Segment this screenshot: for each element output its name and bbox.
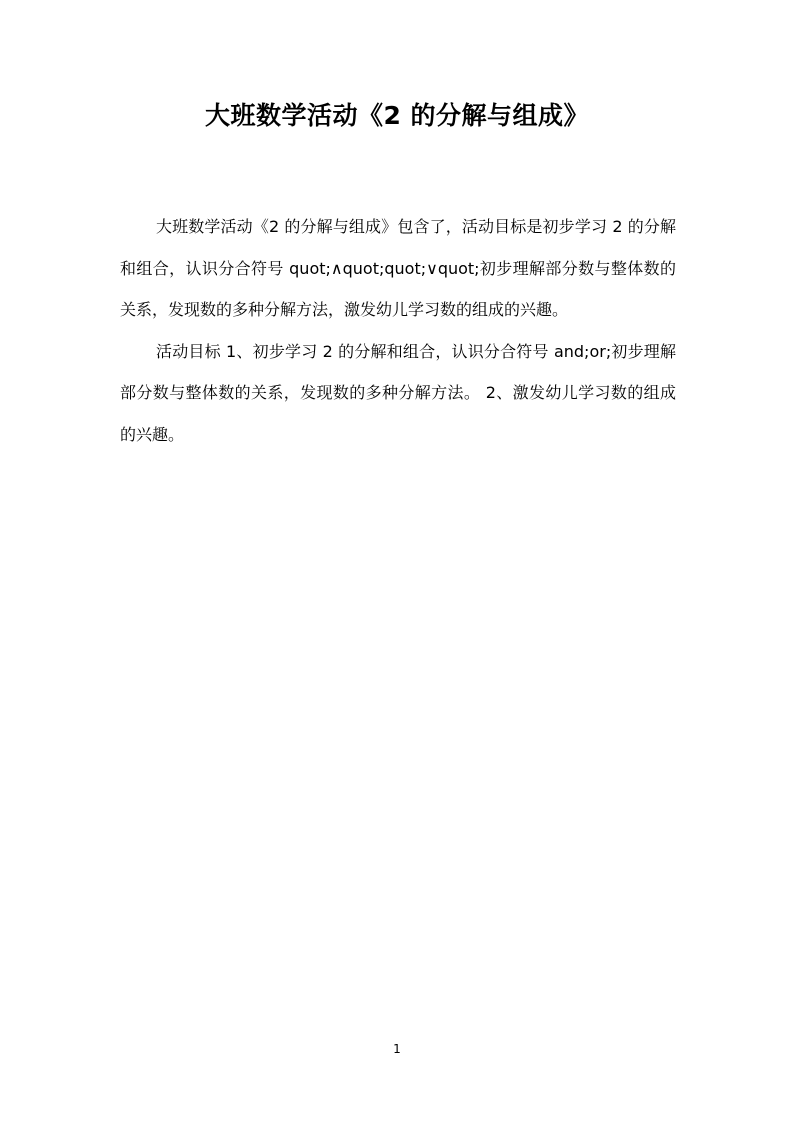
page-title: 大班数学活动《2 的分解与组成》 (204, 101, 590, 130)
page-number: 1 (393, 1042, 401, 1056)
document-body (120, 206, 676, 455)
intro-paragraph: 大班数学活动《2 的分解与组成》包含了，活动目标是初步学习 2 的分解和组合，认识分合符号 quot;∧quot;quot;∨quot;初步理解部分数与整体数的关系，发现数的多种分解方法，激发幼儿学习数的组成的兴趣。 (120, 217, 676, 319)
objectives-paragraph: 活动目标 1、初步学习 2 的分解和组合，认识分合符号 and;or;初步理解部分数与整体数的关系，发现数的多种分解方法。 2、激发幼儿学习数的组成的兴趣。 (120, 341, 676, 444)
